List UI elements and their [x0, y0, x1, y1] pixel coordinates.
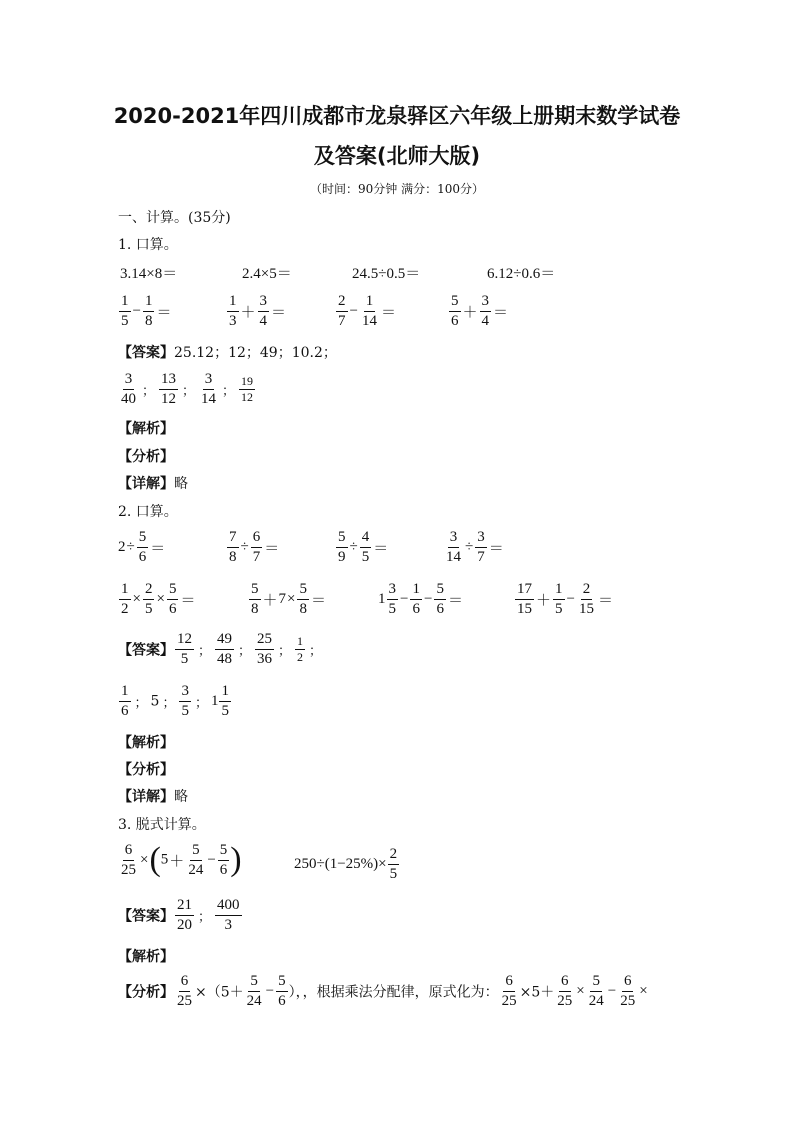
q1-frac-expr-4: $\frac{5}{6}$ ＋ $\frac{3}{4}$ ＝ — [451, 293, 509, 329]
q1-answer: 【答案】25.12；12；49；10.2； — [118, 345, 337, 361]
section-heading: 一、计算。(35分) — [118, 210, 231, 226]
q2-analysis-label: 【解析】 — [118, 735, 174, 751]
q2-answer-line2: $\frac{1}{6}$ ； 5 ； $\frac{3}{5}$ ； 1 $\frac{1}{5}$ — [121, 683, 229, 719]
q1-expr-2: 2.4×5＝ — [242, 266, 292, 282]
q3-title: 3. 脱式计算。 — [118, 817, 206, 833]
q2-detail: 【详解】略 — [118, 789, 188, 805]
q1-fenxi-label: 【分析】 — [118, 449, 174, 465]
q1-detail: 【详解】略 — [118, 476, 188, 492]
q1-frac-expr-3: $\frac{2}{7}$ − $\frac{1}{14}$ ＝ — [338, 293, 396, 329]
q1-frac-expr-1: $\frac{1}{5}$ − $\frac{1}{8}$ ＝ — [121, 293, 172, 329]
page-title-line2: 及答案(北师大版) — [313, 144, 481, 168]
q1-analysis-label: 【解析】 — [118, 421, 174, 437]
exam-info: （时间：90分钟 满分：100分） — [310, 182, 484, 196]
q1-expr-3: 24.5÷0.5＝ — [352, 266, 421, 282]
q1-title: 1. 口算。 — [118, 237, 178, 253]
q3-analysis-label: 【解析】 — [118, 949, 174, 965]
q3-fenxi: 【分析】 $\frac{6}{25}$ ×（5＋ $\frac{5}{24}$ − $\frac{5}{6}$ ），，根据乘法分配律，原式化为： $\frac{6}{25}$ ×5＋ $\frac{6}{25}$ × $\frac{5}{24}$ − $\frac{6}{25}$ × — [118, 973, 648, 1009]
q1-expr-1: 3.14×8＝ — [120, 266, 178, 282]
q3-expr-1: $\frac{6}{25}$ ×(5＋ $\frac{5}{24}$ − $\frac{5}{6}$ ) — [121, 841, 242, 878]
q2-expr-7: 1 $\frac{3}{5}$ − $\frac{1}{6}$ − $\frac{5}{6}$ ＝ — [378, 581, 463, 617]
q2-expr-2: $\frac{7}{8}$ ÷ $\frac{6}{7}$ ＝ — [229, 529, 280, 565]
q2-expr-4: $\frac{3}{14}$ ÷ $\frac{3}{7}$ ＝ — [446, 529, 504, 565]
q2-expr-1: 2÷ $\frac{5}{6}$ ＝ — [118, 529, 166, 565]
q2-fenxi-label: 【分析】 — [118, 762, 174, 778]
q2-answer: 【答案】 $\frac{12}{5}$ ； $\frac{49}{48}$ ； $\frac{25}{36}$ ； $\frac{1}{2}$ ； — [118, 631, 323, 667]
q2-expr-5: $\frac{1}{2}$ × $\frac{2}{5}$ × $\frac{5}{6}$ ＝ — [121, 581, 196, 617]
q2-expr-3: $\frac{5}{9}$ ÷ $\frac{4}{5}$ ＝ — [338, 529, 389, 565]
q1-answer-fracs: $\frac{3}{40}$ ； $\frac{13}{12}$ ； $\frac{3}{14}$ ； $\frac{19}{12}$ — [121, 371, 254, 407]
q1-frac-expr-2: $\frac{1}{3}$ ＋ $\frac{3}{4}$ ＝ — [229, 293, 287, 329]
q2-expr-6: $\frac{5}{8}$ ＋7× $\frac{5}{8}$ ＝ — [251, 581, 326, 617]
q3-answer: 【答案】 $\frac{21}{20}$ ； $\frac{400}{3}$ — [118, 897, 240, 933]
q2-expr-8: $\frac{17}{15}$ ＋ $\frac{1}{5}$ − $\frac{2}{15}$ ＝ — [517, 581, 613, 617]
page-title: 2020-2021年四川成都市龙泉驿区六年级上册期末数学试卷 — [113, 104, 681, 128]
q2-title: 2. 口算。 — [118, 504, 178, 520]
q1-expr-4: 6.12÷0.6＝ — [487, 266, 556, 282]
q3-expr-2: 250÷(1−25%)× $\frac{2}{5}$ — [294, 846, 398, 882]
